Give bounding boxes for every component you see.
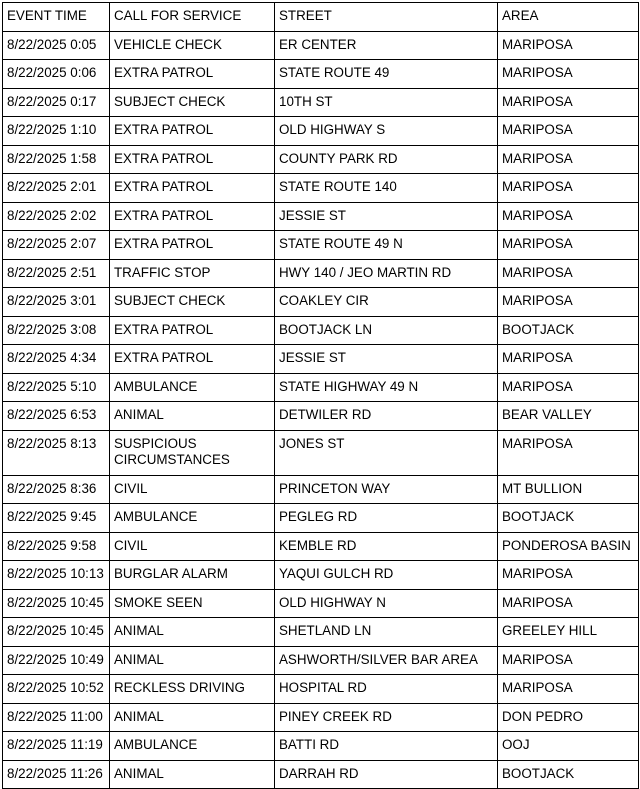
table-row <box>3 618 639 647</box>
table-row <box>3 504 639 533</box>
street-cell: DARRAH RD <box>275 760 498 789</box>
area-cell: MARIPOSA <box>498 231 639 260</box>
call-for-service-cell: AMBULANCE <box>110 732 275 761</box>
event-time-cell: 8/22/2025 10:45 <box>3 618 110 647</box>
event-time-cell: 8/22/2025 0:05 <box>3 31 110 60</box>
area-cell: MARIPOSA <box>498 589 639 618</box>
event-time-cell: 8/22/2025 1:58 <box>3 145 110 174</box>
table-row <box>3 88 639 117</box>
area-cell: MARIPOSA <box>498 675 639 704</box>
area-cell: MARIPOSA <box>498 646 639 675</box>
event-time-cell: 8/22/2025 10:13 <box>3 561 110 590</box>
street-cell: ASHWORTH/SILVER BAR AREA <box>275 646 498 675</box>
event-time-cell: 8/22/2025 2:02 <box>3 202 110 231</box>
street-cell: OLD HIGHWAY S <box>275 117 498 146</box>
call-for-service-cell: ANIMAL <box>110 646 275 675</box>
street-cell: PRINCETON WAY <box>275 475 498 504</box>
street-cell: STATE ROUTE 49 N <box>275 231 498 260</box>
area-cell: BOOTJACK <box>498 760 639 789</box>
table-row <box>3 402 639 431</box>
table-row <box>3 430 639 475</box>
event-time-cell: 8/22/2025 2:51 <box>3 259 110 288</box>
street-cell: OLD HIGHWAY N <box>275 589 498 618</box>
table-row <box>3 174 639 203</box>
event-time-cell: 8/22/2025 5:10 <box>3 373 110 402</box>
header-area: AREA <box>498 3 639 32</box>
street-cell: SHETLAND LN <box>275 618 498 647</box>
call-for-service-cell: ANIMAL <box>110 760 275 789</box>
area-cell: MARIPOSA <box>498 345 639 374</box>
table-row <box>3 675 639 704</box>
event-time-cell: 8/22/2025 2:07 <box>3 231 110 260</box>
table-row <box>3 202 639 231</box>
call-for-service-cell: ANIMAL <box>110 703 275 732</box>
table-row <box>3 231 639 260</box>
table-row <box>3 345 639 374</box>
street-cell: STATE ROUTE 49 <box>275 60 498 89</box>
call-log-table <box>2 2 639 789</box>
street-cell: BOOTJACK LN <box>275 316 498 345</box>
table-row <box>3 259 639 288</box>
table-row <box>3 760 639 789</box>
table-row <box>3 703 639 732</box>
area-cell: MARIPOSA <box>498 31 639 60</box>
street-cell: COUNTY PARK RD <box>275 145 498 174</box>
street-cell: JESSIE ST <box>275 202 498 231</box>
street-cell: HOSPITAL RD <box>275 675 498 704</box>
event-time-cell: 8/22/2025 0:06 <box>3 60 110 89</box>
header-street: STREET <box>275 3 498 32</box>
call-log-body <box>3 31 639 789</box>
event-time-cell: 8/22/2025 9:58 <box>3 532 110 561</box>
header-row <box>3 3 639 32</box>
table-row <box>3 646 639 675</box>
table-row <box>3 117 639 146</box>
table-row <box>3 475 639 504</box>
header-event-time: EVENT TIME <box>3 3 110 32</box>
area-cell: MARIPOSA <box>498 259 639 288</box>
call-for-service-cell: EXTRA PATROL <box>110 60 275 89</box>
event-time-cell: 8/22/2025 9:45 <box>3 504 110 533</box>
area-cell: DON PEDRO <box>498 703 639 732</box>
street-cell: COAKLEY CIR <box>275 288 498 317</box>
area-cell: MARIPOSA <box>498 430 639 475</box>
table-row <box>3 288 639 317</box>
street-cell: JONES ST <box>275 430 498 475</box>
call-for-service-cell: SMOKE SEEN <box>110 589 275 618</box>
table-row <box>3 532 639 561</box>
street-cell: HWY 140 / JEO MARTIN RD <box>275 259 498 288</box>
area-cell: MARIPOSA <box>498 117 639 146</box>
area-cell: BOOTJACK <box>498 504 639 533</box>
area-cell: MARIPOSA <box>498 174 639 203</box>
table-row <box>3 732 639 761</box>
area-cell: MARIPOSA <box>498 561 639 590</box>
call-for-service-cell: EXTRA PATROL <box>110 117 275 146</box>
area-cell: MARIPOSA <box>498 288 639 317</box>
table-row <box>3 561 639 590</box>
call-for-service-cell: EXTRA PATROL <box>110 145 275 174</box>
table-row <box>3 31 639 60</box>
call-for-service-cell: SUSPICIOUS CIRCUMSTANCES <box>110 430 275 475</box>
street-cell: JESSIE ST <box>275 345 498 374</box>
table-row <box>3 145 639 174</box>
area-cell: OOJ <box>498 732 639 761</box>
event-time-cell: 8/22/2025 8:36 <box>3 475 110 504</box>
call-for-service-cell: AMBULANCE <box>110 504 275 533</box>
area-cell: BEAR VALLEY <box>498 402 639 431</box>
street-cell: 10TH ST <box>275 88 498 117</box>
call-for-service-cell: RECKLESS DRIVING <box>110 675 275 704</box>
event-time-cell: 8/22/2025 10:49 <box>3 646 110 675</box>
event-time-cell: 8/22/2025 11:26 <box>3 760 110 789</box>
street-cell: STATE ROUTE 140 <box>275 174 498 203</box>
area-cell: MARIPOSA <box>498 145 639 174</box>
area-cell: GREELEY HILL <box>498 618 639 647</box>
event-time-cell: 8/22/2025 8:13 <box>3 430 110 475</box>
event-time-cell: 8/22/2025 10:52 <box>3 675 110 704</box>
event-time-cell: 8/22/2025 4:34 <box>3 345 110 374</box>
call-for-service-cell: BURGLAR ALARM <box>110 561 275 590</box>
call-for-service-cell: AMBULANCE <box>110 373 275 402</box>
call-for-service-cell: ANIMAL <box>110 618 275 647</box>
event-time-cell: 8/22/2025 11:19 <box>3 732 110 761</box>
event-time-cell: 8/22/2025 3:01 <box>3 288 110 317</box>
event-time-cell: 8/22/2025 0:17 <box>3 88 110 117</box>
event-time-cell: 8/22/2025 11:00 <box>3 703 110 732</box>
area-cell: MARIPOSA <box>498 373 639 402</box>
table-row <box>3 373 639 402</box>
table-row <box>3 589 639 618</box>
area-cell: MARIPOSA <box>498 60 639 89</box>
table-row <box>3 316 639 345</box>
area-cell: MARIPOSA <box>498 88 639 117</box>
call-for-service-cell: CIVIL <box>110 475 275 504</box>
area-cell: PONDEROSA BASIN <box>498 532 639 561</box>
call-for-service-cell: SUBJECT CHECK <box>110 88 275 117</box>
street-cell: ER CENTER <box>275 31 498 60</box>
area-cell: BOOTJACK <box>498 316 639 345</box>
event-time-cell: 8/22/2025 10:45 <box>3 589 110 618</box>
call-for-service-cell: EXTRA PATROL <box>110 231 275 260</box>
area-cell: MT BULLION <box>498 475 639 504</box>
event-time-cell: 8/22/2025 3:08 <box>3 316 110 345</box>
street-cell: PEGLEG RD <box>275 504 498 533</box>
street-cell: KEMBLE RD <box>275 532 498 561</box>
street-cell: DETWILER RD <box>275 402 498 431</box>
call-for-service-cell: EXTRA PATROL <box>110 345 275 374</box>
event-time-cell: 8/22/2025 2:01 <box>3 174 110 203</box>
call-for-service-cell: TRAFFIC STOP <box>110 259 275 288</box>
area-cell: MARIPOSA <box>498 202 639 231</box>
call-for-service-cell: SUBJECT CHECK <box>110 288 275 317</box>
call-for-service-cell: EXTRA PATROL <box>110 316 275 345</box>
call-for-service-cell: EXTRA PATROL <box>110 174 275 203</box>
event-time-cell: 8/22/2025 1:10 <box>3 117 110 146</box>
street-cell: YAQUI GULCH RD <box>275 561 498 590</box>
header-call-for-service: CALL FOR SERVICE <box>110 3 275 32</box>
call-for-service-cell: EXTRA PATROL <box>110 202 275 231</box>
call-for-service-cell: CIVIL <box>110 532 275 561</box>
street-cell: STATE HIGHWAY 49 N <box>275 373 498 402</box>
street-cell: BATTI RD <box>275 732 498 761</box>
call-for-service-cell: VEHICLE CHECK <box>110 31 275 60</box>
event-time-cell: 8/22/2025 6:53 <box>3 402 110 431</box>
table-row <box>3 60 639 89</box>
street-cell: PINEY CREEK RD <box>275 703 498 732</box>
call-for-service-cell: ANIMAL <box>110 402 275 431</box>
